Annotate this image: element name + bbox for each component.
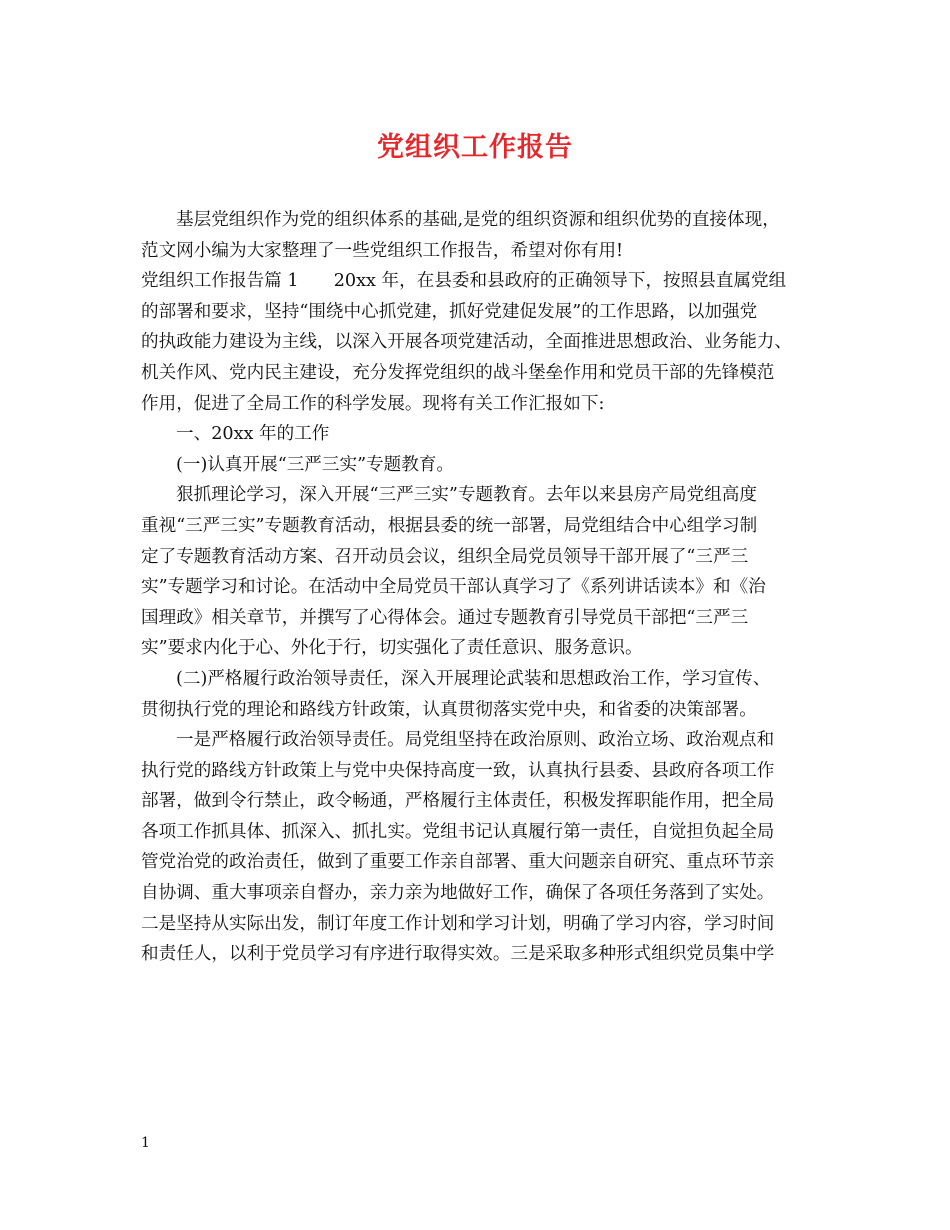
body-line: 的部署和要求，坚持“围绕中心抓党建，抓好党建促发展”的工作思路，以加强党 xyxy=(141,301,758,322)
subsection-heading: (一)认真开展“三严三实”专题教育。 xyxy=(176,454,455,475)
document-title: 党组织工作报告 xyxy=(377,132,573,163)
body-line: 狠抓理论学习，深入开展“三严三实”专题教育。去年以来县房产局党组高度 xyxy=(176,485,757,506)
body-line: 自协调、重大事项亲自督办，亲力亲为地做好工作，确保了各项任务落到了实处。 xyxy=(141,883,775,904)
body-line: 实”专题学习和讨论。在活动中全局党员干部认真学习了《系列讲话读本》和《治 xyxy=(141,577,766,598)
body-line: 部署，做到令行禁止，政令畅通，严格履行主体责任，积极发挥职能作用，把全局 xyxy=(141,791,775,812)
body-line: 一是严格履行政治领导责任。局党组坚持在政治原则、政治立场、政治观点和 xyxy=(176,730,775,751)
body-line: 机关作风、党内民主建设，充分发挥党组织的战斗堡垒作用和党员干部的先锋模范 xyxy=(141,362,775,383)
body-line: 定了专题教育活动方案、召开动员会议，组织全局党员领导干部开展了“三严三 xyxy=(141,546,749,567)
document-body xyxy=(141,205,821,970)
body-line: 管党治党的政治责任，做到了重要工作亲自部署、重大问题亲自研究、重点环节亲 xyxy=(141,852,775,873)
section-heading: 一、20xx 年的工作 xyxy=(176,424,330,445)
body-line: 贯彻执行党的理论和路线方针政策，认真贯彻落实党中央，和省委的决策部署。 xyxy=(141,699,757,720)
subsection-heading: (二)严格履行政治领导责任，深入开展理论武装和思想政治工作，学习宣传、 xyxy=(176,668,771,689)
body-line: 和责任人，以利于党员学习有序进行取得实效。三是采取多种形式组织党员集中学 xyxy=(141,944,775,965)
body-line: 实”要求内化于心、外化于行，切实强化了责任意识、服务意识。 xyxy=(141,638,643,659)
body-line: 基层党组织作为党的组织体系的基础,是党的组织资源和组织优势的直接体现， xyxy=(176,210,780,230)
body-line: 国理政》相关章节，并撰写了心得体会。通过专题教育引导党员干部把“三严三 xyxy=(141,607,749,628)
body-line: 党组织工作报告篇 1 20xx 年，在县委和县政府的正确领导下，按照县直属党组 xyxy=(141,271,787,292)
body-line: 作用，促进了全局工作的科学发展。现将有关工作汇报如下: xyxy=(141,393,605,414)
body-line: 重视“三严三实”专题教育活动，根据县委的统一部署，局党组结合中心组学习制 xyxy=(141,515,758,536)
body-line: 的执政能力建设为主线，以深入开展各项党建活动，全面推进思想政治、业务能力、 xyxy=(141,332,792,353)
page-number: 1 xyxy=(141,1135,150,1151)
body-line: 执行党的路线方针政策上与党中央保持高度一致，认真执行县委、县政府各项工作 xyxy=(141,760,775,781)
body-line: 各项工作抓具体、抓深入、抓扎实。党组书记认真履行第一责任，自觉担负起全局 xyxy=(141,821,775,842)
body-line: 二是坚持从实际出发，制订年度工作计划和学习计划，明确了学习内容，学习时间 xyxy=(141,913,775,934)
body-line: 范文网小编为大家整理了一些党组织工作报告，希望对你有用! xyxy=(141,240,624,261)
